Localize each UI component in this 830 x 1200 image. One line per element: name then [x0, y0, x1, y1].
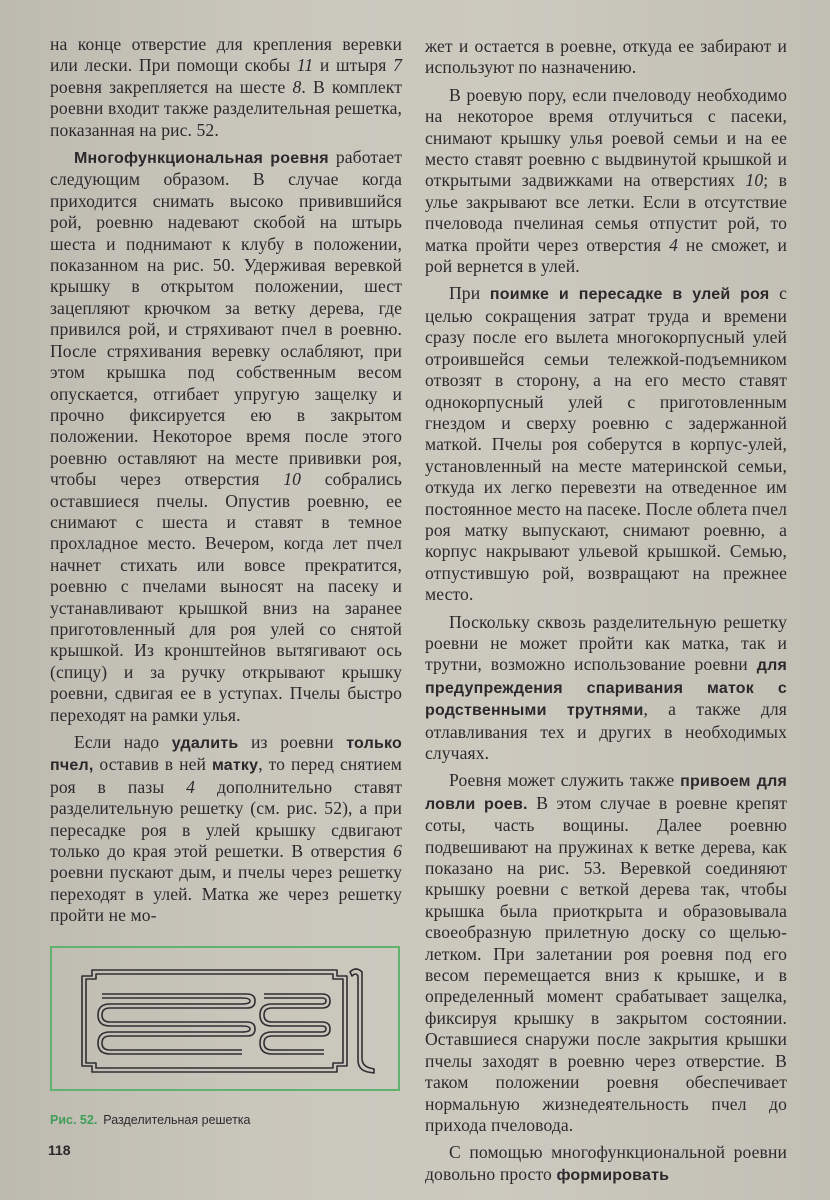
- paragraph: Если надо удалить из роевни только пчел, оставив в ней матку, то перед снятием роя в пазы 4 дополнительно ставят разделительную решетку (см. рис. 52), а при пересадке роя в улей крышку сдвигают только до края этой решетки. В отверстия 6 роевни пускают дым, и пчелы через решетку переходят в улей. Матка же через решетку пройти не мо-: [50, 732, 403, 926]
- page-number: 118: [48, 1142, 71, 1158]
- paragraph: С помощью многофункциональной роевни довольно просто формировать: [425, 1142, 787, 1184]
- grid-slots-right-inner: [260, 998, 326, 1054]
- paragraph: Роевня может служить также привоем для ловли роев. В этом случае в роевне крепят соты, часть вощины. Далее роевню подвешивают на пружинах к ветке дерева, как показано на рис. 53. Веревкой соединяют крышку роевни с веткой дерева так, чтобы крышка была приоткрыта и образовывала своеобразную прилетную доску со щелью-летком. При залетании роя роевня под его весом перемещается вниз к крышке, и в определенный момент срабатывает защелка, фиксируя крышку в закрытом состоянии. Оставшиеся снаружи после закрытия крышки пчелы заходят в роевню через отверстие. В таком положении роевня обеспечивает нормальную жизнедеятельность пчел до прихода пчеловода.: [425, 770, 787, 1135]
- left-column: [50, 34, 402, 927]
- figure-label: Рис. 52.: [50, 1113, 98, 1127]
- figure-52-frame: [50, 946, 400, 1091]
- grid-plate-outline: [82, 970, 347, 1072]
- grid-side-profile: [350, 969, 374, 1073]
- paragraph: на конце отверстие для крепления веревки или лески. При помощи скобы 11 и штыря 7 роевня закрепляется на шесте 8. В комплект роевни входит также разделительная решетка, показанная на рис. 52.: [50, 34, 402, 140]
- paragraph: При поимке и пересадке в улей роя с целью сокращения затрат труда и времени сразу после его вылета многокорпусный улей отроившейся семьи тележкой-подъемником отвозят в сторону, а на его место ставят однокорпусный улей с приготовленным гнездом и сверху роевню с задержанной маткой. Пчелы роя соберутся в корпус-улей, установленный на месте материнской семьи, откуда их легко перевезти на отведенное им постоянное место на пасеке. После облета пчел роя матку выпускают, снимают роевню, а корпус накрывают ульевой крышкой. Семью, отпустившую рой, возвращают на прежнее место.: [425, 283, 788, 605]
- figure-caption-text: Разделительная решетка: [103, 1113, 251, 1127]
- paragraph: Многофункциональная роевня работает следующим образом. В случае когда приходится снимать высоко привившийся рой, роевню надевают скобой на штырь шеста и поднимают к клубу в положении, показанном на рис. 50. Удерживая веревкой крышку в открытом положении, шест зацепляют крючком за ветку дерева, где привился рой, и стряхивают пчел в роевню. После стряхивания веревку ослабляют, при этом крышка под собственным весом опускается, отгибает упругую защелку и прочно фиксируется ею в закрытом положении. Некоторое время после этого роевню оставляют на месте прививки роя, чтобы через отверстия 10 собрались оставшиеся пчелы. Опустив роевню, ее снимают с шеста и ставят в темное прохладное место. Вечером, когда лет пчел начнет стихать или вовсе прекратится, роевню с пчелами выносят на пасеку и устанавливают крышкой вниз на заранее приготовленный для роя улей со снятой крышкой. Из кронштейнов вытягивают ось (спицу) и за ручку открывают крышку роевни, сдвигая ее в уступах. Пчелы быстро переходят на рамки улья.: [50, 147, 402, 725]
- paragraph: В роевую пору, если пчеловоду необходимо на некоторое время отлучиться с пасеки, снимают крышку улья роевой семьи и на ее место ставят роевню с выдвинутой крышкой и открытыми задвижками на отверстиях 10; в улье закрывают все летки. Если в отсутствие пчеловода пчелиная семья отпустит рой, то матка пройти через отверстия 4 не сможет, и рой вернется в улей.: [425, 84, 787, 277]
- right-column: [425, 36, 787, 1186]
- paragraph: жет и остается в роевне, откуда ее забирают и используют по назначению.: [425, 36, 787, 78]
- divider-grid-drawing: [52, 948, 398, 1089]
- grid-slots-left-inner: [98, 998, 250, 1054]
- figure-caption: [50, 1113, 410, 1127]
- paragraph: Поскольку сквозь разделительную решетку роевни не может пройти как матка, так и трутни, возможно использование роевни для предупреждения спаривания маток с родственными трутнями, а также для отлавливания тех и других в необходимых случаях.: [425, 611, 787, 763]
- grid-slots-right: [264, 994, 330, 1050]
- grid-slots-left: [102, 994, 255, 1050]
